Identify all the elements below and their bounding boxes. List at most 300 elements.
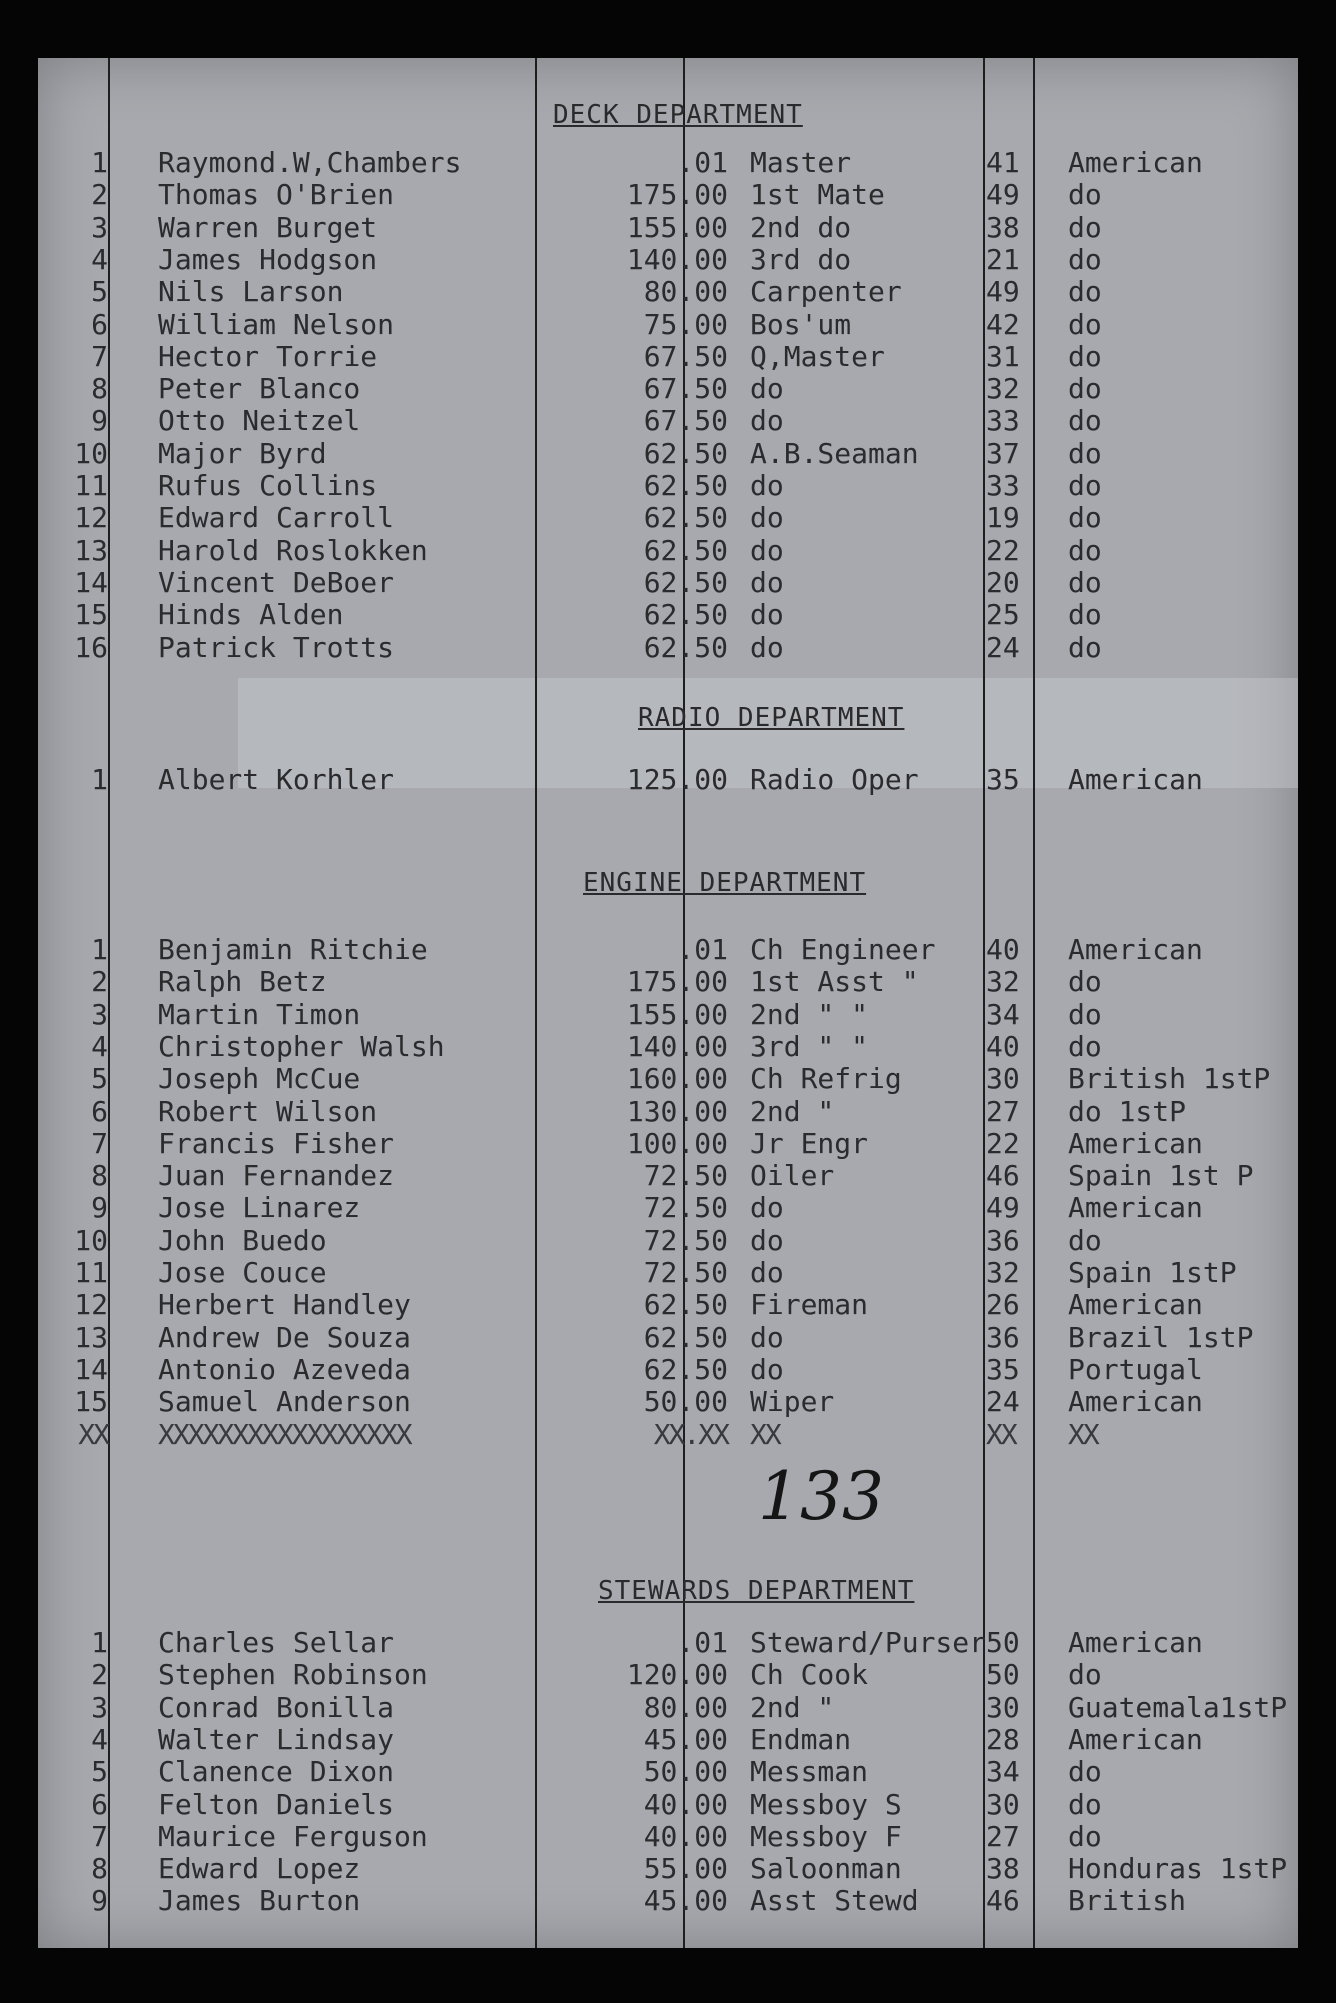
crew-row [38,1256,1298,1288]
age: 28 [986,1722,1020,1756]
nationality: do [1068,565,1102,599]
row-number: 7 [91,1126,108,1160]
crew-name: Francis Fisher [158,1126,395,1160]
nationality: do [1068,630,1102,664]
crew-row [38,1062,1298,1094]
wage: 62.50 [643,1352,728,1386]
crew-name: Ralph Betz [158,965,327,999]
crew-name: Felton Daniels [158,1787,395,1821]
crew-row [38,1755,1298,1787]
wage: 80.00 [643,275,728,309]
crew-name: Albert Korhler [158,763,395,796]
wage: 140.00 [626,242,728,276]
crew-name: Harold Roslokken [158,533,428,567]
wage: 62.50 [643,630,728,664]
age: 33 [986,404,1020,438]
rating: Oiler [750,1159,835,1193]
wage: 80.00 [643,1690,728,1724]
rating: do [750,404,784,438]
wage: 72.50 [643,1159,728,1193]
wage: 50.00 [643,1755,728,1789]
wage: 160.00 [626,1062,728,1096]
age: 22 [986,533,1020,567]
crew-name: Otto Neitzel [158,404,361,438]
wage: 62.50 [643,1320,728,1354]
row-number: 6 [91,1094,108,1128]
wage: 130.00 [626,1094,728,1128]
crew-row [38,275,1298,307]
nationality: do [1068,275,1102,309]
row-number: 10 [74,436,108,470]
crew-row [38,965,1298,997]
crew-name: Benjamin Ritchie [158,933,428,966]
age: 42 [986,307,1020,341]
row-number: 6 [91,307,108,341]
wage: 40.00 [643,1787,728,1821]
crew-name: Jose Linarez [158,1191,361,1225]
wage: 155.00 [626,210,728,244]
nationality: do [1068,1658,1102,1692]
rating: do [750,598,784,632]
nationality: Guatemala1stP [1068,1690,1288,1724]
department-heading: STEWARDS DEPARTMENT [598,1576,915,1606]
crew-row [38,1884,1298,1916]
age: 49 [986,275,1020,309]
crew-row [38,1723,1298,1755]
rating: 2nd " [750,1094,835,1128]
crew-name: Juan Fernandez [158,1159,395,1193]
rating: do [750,1256,784,1289]
wage: 62.50 [643,533,728,567]
nationality: British 1stP [1068,1062,1271,1096]
nationality: Portugal [1068,1352,1203,1386]
age: 33 [986,469,1020,502]
crew-row [38,1658,1298,1690]
rating: Q,Master [750,339,885,373]
rating: do [750,1191,784,1225]
age: 20 [986,565,1020,599]
age: 32 [986,1256,1020,1289]
age: 34 [986,997,1020,1031]
wage: 140.00 [626,1029,728,1063]
crew-name: Hector Torrie [158,339,378,373]
wage: 62.50 [643,436,728,470]
row-number: 9 [91,1191,108,1225]
row-number: 5 [91,1062,108,1096]
crew-name: Herbert Handley [158,1288,411,1322]
crew-row [38,372,1298,404]
crew-name: Martin Timon [158,997,361,1031]
rating: Ch Refrig [750,1062,902,1096]
wage: 72.50 [643,1223,728,1257]
crew-row [38,598,1298,630]
row-number: 15 [74,1385,108,1419]
row-number: 3 [91,210,108,244]
nationality: Honduras 1stP [1068,1852,1288,1886]
rating: do [750,501,784,535]
crew-row [38,1127,1298,1159]
nationality: do [1068,501,1102,535]
age: 21 [986,242,1020,276]
row-number: 5 [91,1755,108,1789]
nationality: do [1068,210,1102,244]
rating: Asst Stewd [750,1884,919,1918]
crew-row [38,534,1298,566]
crew-name: Clanence Dixon [158,1755,395,1789]
crew-name: Maurice Ferguson [158,1819,428,1853]
crew-name: Peter Blanco [158,372,361,406]
crew-name: Antonio Azeveda [158,1352,411,1386]
rating: Saloonman [750,1852,902,1886]
rating: Carpenter [750,275,902,309]
wage: 62.50 [643,501,728,535]
age: 32 [986,965,1020,999]
age: 19 [986,501,1020,535]
rating: 1st Asst " [750,965,919,999]
crew-row [38,1288,1298,1320]
crew-row [38,763,1298,795]
crew-name: Hinds Alden [158,598,344,632]
crew-row [38,340,1298,372]
row-number: 7 [91,339,108,373]
row-number: 5 [91,275,108,309]
rating: Ch Engineer [750,933,936,966]
age: 24 [986,1385,1020,1419]
rating: Messboy F [750,1819,902,1853]
rating: do [750,469,784,502]
row-number: XX [78,1417,108,1451]
crew-row [38,566,1298,598]
nationality: Spain 1stP [1068,1256,1237,1289]
nationality: American [1068,1126,1203,1160]
age: 35 [986,763,1020,796]
row-number: 2 [91,178,108,212]
age: 49 [986,1191,1020,1225]
crew-row [38,1224,1298,1256]
crew-name: Joseph McCue [158,1062,361,1096]
crew-row [38,437,1298,469]
row-number: 13 [74,533,108,567]
crew-row [38,998,1298,1030]
crew-name: Edward Carroll [158,501,395,535]
age: 34 [986,1755,1020,1789]
crew-row [38,1788,1298,1820]
row-number: 4 [91,1722,108,1756]
crew-name: Robert Wilson [158,1094,378,1128]
row-number: 11 [74,1256,108,1289]
age: 37 [986,436,1020,470]
crew-name: Patrick Trotts [158,630,395,664]
crew-row [38,1852,1298,1884]
age: 30 [986,1690,1020,1724]
crew-row [38,1418,1298,1450]
crew-row [38,1385,1298,1417]
crew-name: Rufus Collins [158,469,378,502]
rating: do [750,565,784,599]
crew-name: William Nelson [158,307,395,341]
nationality: do [1068,307,1102,341]
row-number: 14 [74,1352,108,1386]
wage: 175.00 [626,178,728,212]
crew-row [38,1820,1298,1852]
crew-row [38,211,1298,243]
wage: 100.00 [626,1126,728,1160]
wage: 50.00 [643,1385,728,1419]
nationality: do [1068,997,1102,1031]
nationality: do [1068,404,1102,438]
wage: 67.50 [643,339,728,373]
wage: 120.00 [626,1658,728,1692]
nationality: American [1068,1288,1203,1322]
age: 46 [986,1884,1020,1918]
rating: 2nd " [750,1690,835,1724]
wage: .01 [677,1626,728,1659]
crew-row [38,308,1298,340]
rating: do [750,1320,784,1354]
row-number: 15 [74,598,108,632]
age: 50 [986,1658,1020,1692]
nationality: do [1068,339,1102,373]
nationality: American [1068,1626,1203,1659]
row-number: 11 [74,469,108,502]
crew-name: Edward Lopez [158,1852,361,1886]
crew-name: Samuel Anderson [158,1385,411,1419]
rating: do [750,1352,784,1386]
age: 27 [986,1094,1020,1128]
row-number: 9 [91,1884,108,1918]
age: 25 [986,598,1020,632]
nationality: do [1068,436,1102,470]
handwritten-page-number: 133 [758,1458,884,1535]
row-number: 10 [74,1223,108,1257]
rating: do [750,533,784,567]
rating: Messman [750,1755,869,1789]
row-number: 9 [91,404,108,438]
crew-row [38,1626,1298,1658]
crew-name: James Burton [158,1884,361,1918]
age: 26 [986,1288,1020,1322]
crew-row [38,933,1298,965]
row-number: 1 [91,933,108,966]
rating: 2nd do [750,210,852,244]
crew-row [38,631,1298,663]
age: XX [986,1417,1016,1451]
crew-name: Nils Larson [158,275,344,309]
age: 36 [986,1320,1020,1354]
crew-row [38,1353,1298,1385]
age: 41 [986,146,1020,179]
nationality: American [1068,1191,1203,1225]
row-number: 2 [91,1658,108,1692]
wage: .01 [677,146,728,179]
crew-name: James Hodgson [158,242,378,276]
nationality: do [1068,1787,1102,1821]
crew-name: Charles Sellar [158,1626,395,1659]
crew-name: Walter Lindsay [158,1722,395,1756]
crew-row [38,469,1298,501]
rating: Steward/Purser [750,1626,987,1659]
wage: 72.50 [643,1256,728,1289]
nationality: do [1068,598,1102,632]
row-number: 4 [91,1029,108,1063]
crew-name: Christopher Walsh [158,1029,445,1063]
crew-row [38,1030,1298,1062]
nationality: do [1068,372,1102,406]
wage: 45.00 [643,1722,728,1756]
crew-name: Jose Couce [158,1256,327,1289]
rating: Endman [750,1722,852,1756]
wage: 62.50 [643,469,728,502]
row-number: 1 [91,763,108,796]
age: 38 [986,1852,1020,1886]
crew-row [38,1191,1298,1223]
row-number: 13 [74,1320,108,1354]
row-number: 4 [91,242,108,276]
rating: 2nd " " [750,997,869,1031]
crew-name: John Buedo [158,1223,327,1257]
age: 38 [986,210,1020,244]
wage: 75.00 [643,307,728,341]
nationality: American [1068,1385,1203,1419]
department-heading: DECK DEPARTMENT [553,100,803,130]
nationality: American [1068,933,1203,966]
rating: Master [750,146,852,179]
crew-name: Vincent DeBoer [158,565,395,599]
age: 40 [986,933,1020,966]
rating: Wiper [750,1385,835,1419]
nationality: American [1068,146,1203,179]
age: 31 [986,339,1020,373]
crew-row [38,178,1298,210]
rating: Messboy S [750,1787,902,1821]
crew-name: Raymond.W,Chambers [158,146,462,179]
nationality: do [1068,1029,1102,1063]
row-number: 6 [91,1787,108,1821]
row-number: 7 [91,1819,108,1853]
age: 35 [986,1352,1020,1386]
row-number: 12 [74,1288,108,1322]
nationality: Brazil 1stP [1068,1320,1254,1354]
age: 30 [986,1062,1020,1096]
wage: 72.50 [643,1191,728,1225]
rating: 3rd do [750,242,852,276]
crew-name: Conrad Bonilla [158,1690,395,1724]
age: 49 [986,178,1020,212]
crew-row [38,1095,1298,1127]
age: 27 [986,1819,1020,1853]
rating: Ch Cook [750,1658,869,1692]
document-page [38,58,1298,1948]
nationality: Spain 1st P [1068,1159,1254,1193]
crew-row [38,404,1298,436]
row-number: 14 [74,565,108,599]
wage: 40.00 [643,1819,728,1853]
rating: Jr Engr [750,1126,869,1160]
crew-name: Stephen Robinson [158,1658,428,1692]
department-heading: ENGINE DEPARTMENT [583,868,867,898]
nationality: British [1068,1884,1187,1918]
row-number: 16 [74,630,108,664]
nationality: do [1068,1223,1102,1257]
nationality: do [1068,1819,1102,1853]
rating: A.B.Seaman [750,436,919,470]
department-heading: RADIO DEPARTMENT [638,703,905,733]
nationality: do [1068,533,1102,567]
crew-name: Andrew De Souza [158,1320,411,1354]
nationality: American [1068,1722,1203,1756]
row-number: 8 [91,1159,108,1193]
wage: 155.00 [626,997,728,1031]
row-number: 12 [74,501,108,535]
age: 24 [986,630,1020,664]
rating: Radio Oper [750,763,919,796]
age: 40 [986,1029,1020,1063]
rating: Fireman [750,1288,869,1322]
wage: 67.50 [643,372,728,406]
crew-name: Thomas O'Brien [158,178,395,212]
wage: .01 [677,933,728,966]
crew-row [38,1691,1298,1723]
crew-name: XXXXXXXXXXXXXXXXX [158,1417,411,1451]
wage: 175.00 [626,965,728,999]
crew-row [38,1321,1298,1353]
rating: XX [750,1417,780,1451]
rating: Bos'um [750,307,852,341]
row-number: 8 [91,1852,108,1886]
nationality: do [1068,469,1102,502]
nationality: do 1stP [1068,1094,1187,1128]
age: 32 [986,372,1020,406]
age: 46 [986,1159,1020,1193]
age: 36 [986,1223,1020,1257]
row-number: 8 [91,372,108,406]
crew-row [38,243,1298,275]
wage: XX.XX [653,1417,728,1451]
crew-name: Warren Burget [158,210,378,244]
rating: do [750,630,784,664]
crew-name: Major Byrd [158,436,327,470]
row-number: 3 [91,1690,108,1724]
age: 22 [986,1126,1020,1160]
rating: do [750,372,784,406]
rating: do [750,1223,784,1257]
crew-row [38,501,1298,533]
nationality: American [1068,763,1203,796]
rating: 3rd " " [750,1029,869,1063]
row-number: 1 [91,1626,108,1659]
row-number: 3 [91,997,108,1031]
row-number: 2 [91,965,108,999]
wage: 55.00 [643,1852,728,1886]
wage: 67.50 [643,404,728,438]
nationality: XX [1068,1417,1098,1451]
wage: 62.50 [643,598,728,632]
row-number: 1 [91,146,108,179]
nationality: do [1068,178,1102,212]
nationality: do [1068,965,1102,999]
rating: 1st Mate [750,178,885,212]
nationality: do [1068,242,1102,276]
wage: 125.00 [626,763,728,796]
nationality: do [1068,1755,1102,1789]
age: 30 [986,1787,1020,1821]
crew-row [38,1159,1298,1191]
wage: 62.50 [643,565,728,599]
wage: 62.50 [643,1288,728,1322]
crew-row [38,146,1298,178]
wage: 45.00 [643,1884,728,1918]
age: 50 [986,1626,1020,1659]
